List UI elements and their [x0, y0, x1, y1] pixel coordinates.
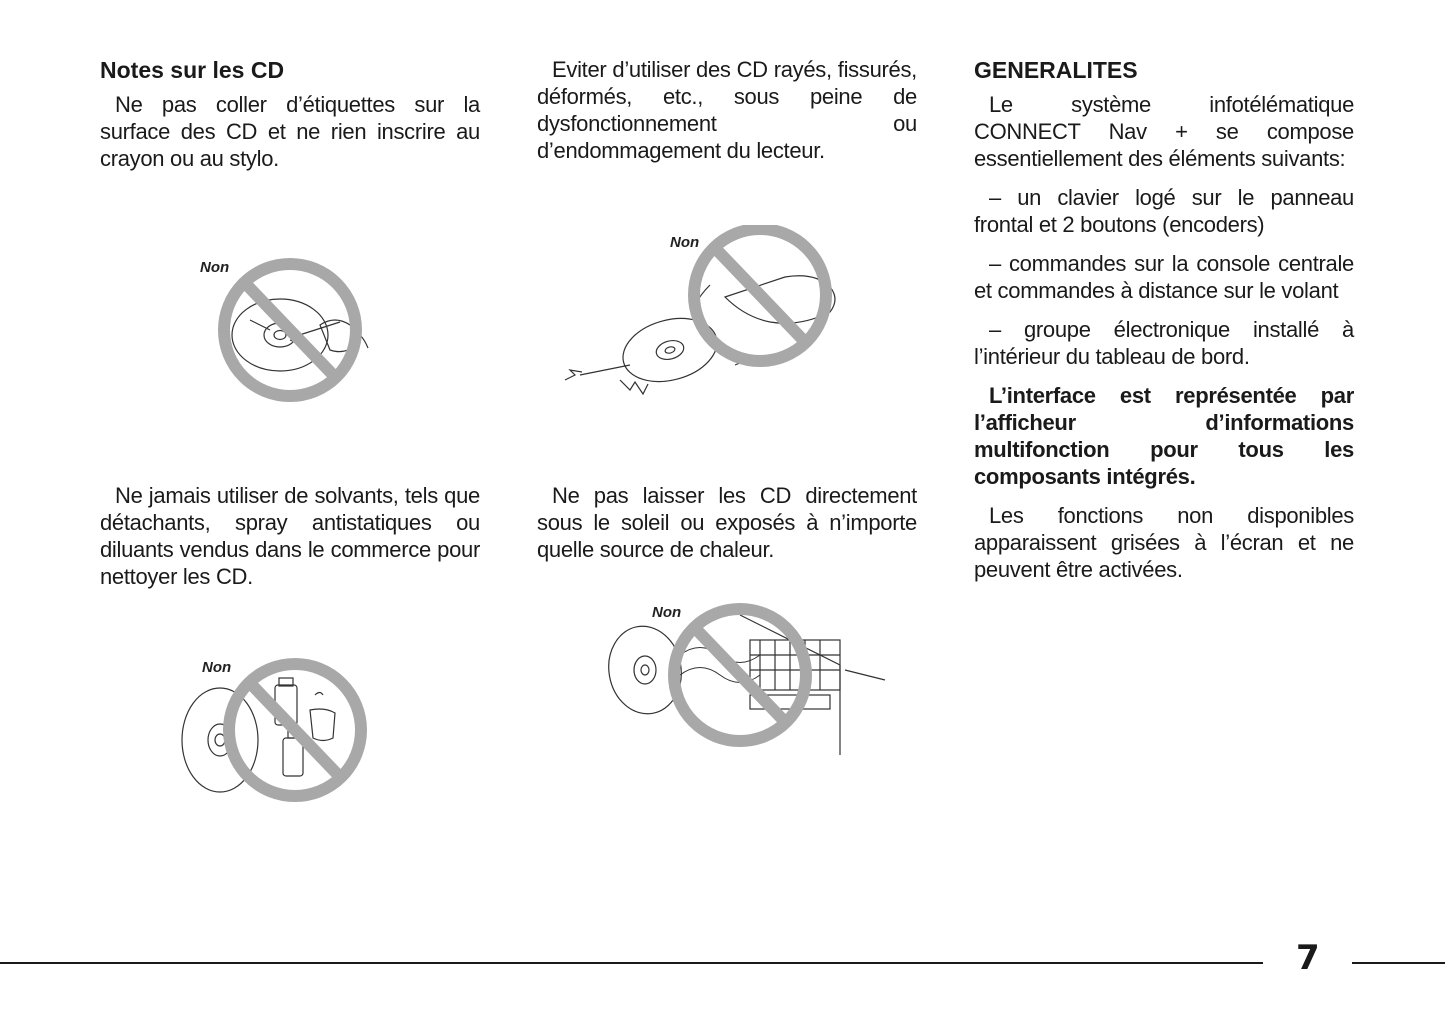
section-heading-cd-notes: Notes sur les CD: [100, 57, 285, 83]
section-heading-generalites: GENERALITES: [974, 57, 1138, 83]
paragraph-electronic-unit: – groupe électronique installé à l’intérieur du tableau de bord.: [974, 317, 1354, 369]
prohibition-sign-icon: [694, 229, 826, 361]
paragraph-controls: – commandes sur la console centrale et commandes à distance sur le volant: [974, 251, 1354, 303]
figure-no-solvents: [175, 650, 375, 810]
page-number: 7: [1296, 938, 1320, 978]
column-left-lower: [100, 482, 480, 602]
footer-rule-left: [0, 962, 1263, 964]
paragraph-labels: Ne pas coller d’étiquettes sur la surface des CD et ne rien inscrire au crayon ou au stylo.: [100, 92, 480, 171]
figure-label-non: Non: [670, 234, 700, 251]
paragraph-solvents: Ne jamais utiliser de solvants, tels que détachants, spray antistatiques ou diluants vendus dans le commerce pour nettoyer les CD.: [100, 483, 480, 589]
paragraph-heat: Ne pas laisser les CD directement sous le soleil ou exposés à n’importe quelle source de chaleur.: [537, 483, 917, 562]
column-middle-lower: [537, 482, 917, 575]
figure-no-writing-on-cd: [190, 250, 390, 410]
paragraph-system-intro: Le système infotélématique CONNECT Nav + se compose essentiellement des éléments suivants:: [974, 92, 1354, 171]
figure-damaged-cd: [560, 225, 860, 415]
prohibition-sign-icon: [224, 264, 356, 396]
figure-label-non: Non: [200, 259, 230, 276]
column-left: [100, 56, 480, 184]
column-right: [974, 56, 1354, 595]
paragraph-keyboard: – un clavier logé sur le panneau frontal et 2 boutons (encoders): [974, 185, 1354, 237]
figure-label-non: Non: [652, 604, 682, 621]
figure-label-non: Non: [202, 659, 232, 676]
prohibition-sign-icon: [674, 609, 806, 741]
column-middle: [537, 56, 917, 176]
footer-rule-right: [1352, 962, 1445, 964]
paragraph-damaged-cd: Eviter d’utiliser des CD rayés, fissurés, déformés, etc., sous peine de dysfonctionnement ou d’endommagement du lecteur.: [537, 57, 917, 163]
paragraph-interface-bold: L’interface est représentée par l’afficheur d’informations multifonction pour tous les composants intégrés.: [974, 383, 1354, 489]
figure-no-heat: [600, 595, 900, 765]
paragraph-unavailable-functions: Les fonctions non disponibles apparaissent grisées à l’écran et ne peuvent être activées.: [974, 503, 1354, 582]
